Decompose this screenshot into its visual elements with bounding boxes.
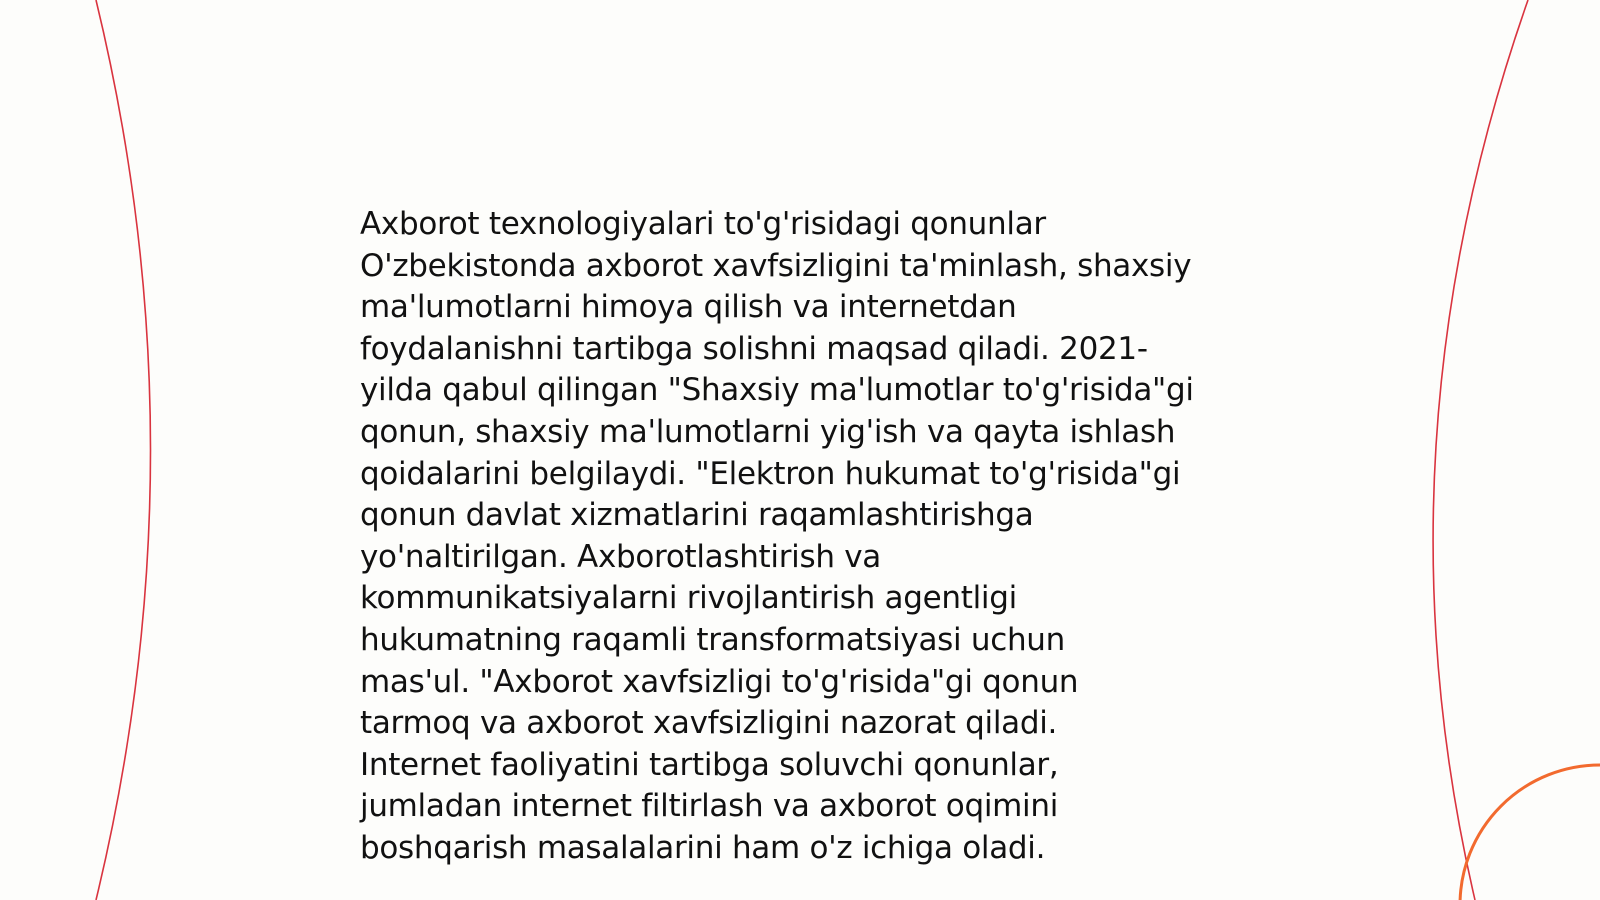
text-line: qoidalarini belgilaydi. "Elektron hukumat to'g'risida"gi (360, 455, 1181, 492)
text-line: qonun davlat xizmatlarini raqamlashtirishga (360, 497, 1034, 534)
left-red-arc (96, 0, 151, 900)
text-line: Axborot texnologiyalari to'g'risidagi qonunlar (360, 206, 1046, 242)
text-line: yilda qabul qilingan "Shaxsiy ma'lumotlar to'g'risida"gi (360, 372, 1194, 409)
text-line: jumladan internet filtirlash va axborot oqimini (360, 788, 1059, 825)
text-line: tarmoq va axborot xavfsizligini nazorat qiladi. (360, 705, 1058, 742)
right-red-arc (1433, 0, 1528, 900)
text-line: hukumatning raqamli transformatsiyasi uchun (360, 621, 1066, 658)
text-line: yo'naltirilgan. Axborotlashtirish va (360, 538, 881, 575)
text-line: foydalanishni tartibga solishni maqsad qiladi. 2021- (360, 330, 1148, 367)
text-line: ma'lumotlarni himoya qilish va internetdan (360, 289, 1017, 326)
text-line: O'zbekistonda axborot xavfsizligini ta'minlash, shaxsiy (360, 247, 1192, 284)
text-line: boshqarish masalalarini ham o'z ichiga oladi. (360, 829, 1046, 866)
body-text (360, 204, 1260, 870)
orange-circle-arc (1460, 765, 1600, 900)
text-line: mas'ul. "Axborot xavfsizligi to'g'risida"gi qonun (360, 663, 1079, 700)
text-line: qonun, shaxsiy ma'lumotlarni yig'ish va qayta ishlash (360, 413, 1176, 450)
text-line: kommunikatsiyalarni rivojlantirish agentligi (360, 580, 1017, 617)
text-line: Internet faoliyatini tartibga soluvchi qonunlar, (360, 746, 1059, 783)
